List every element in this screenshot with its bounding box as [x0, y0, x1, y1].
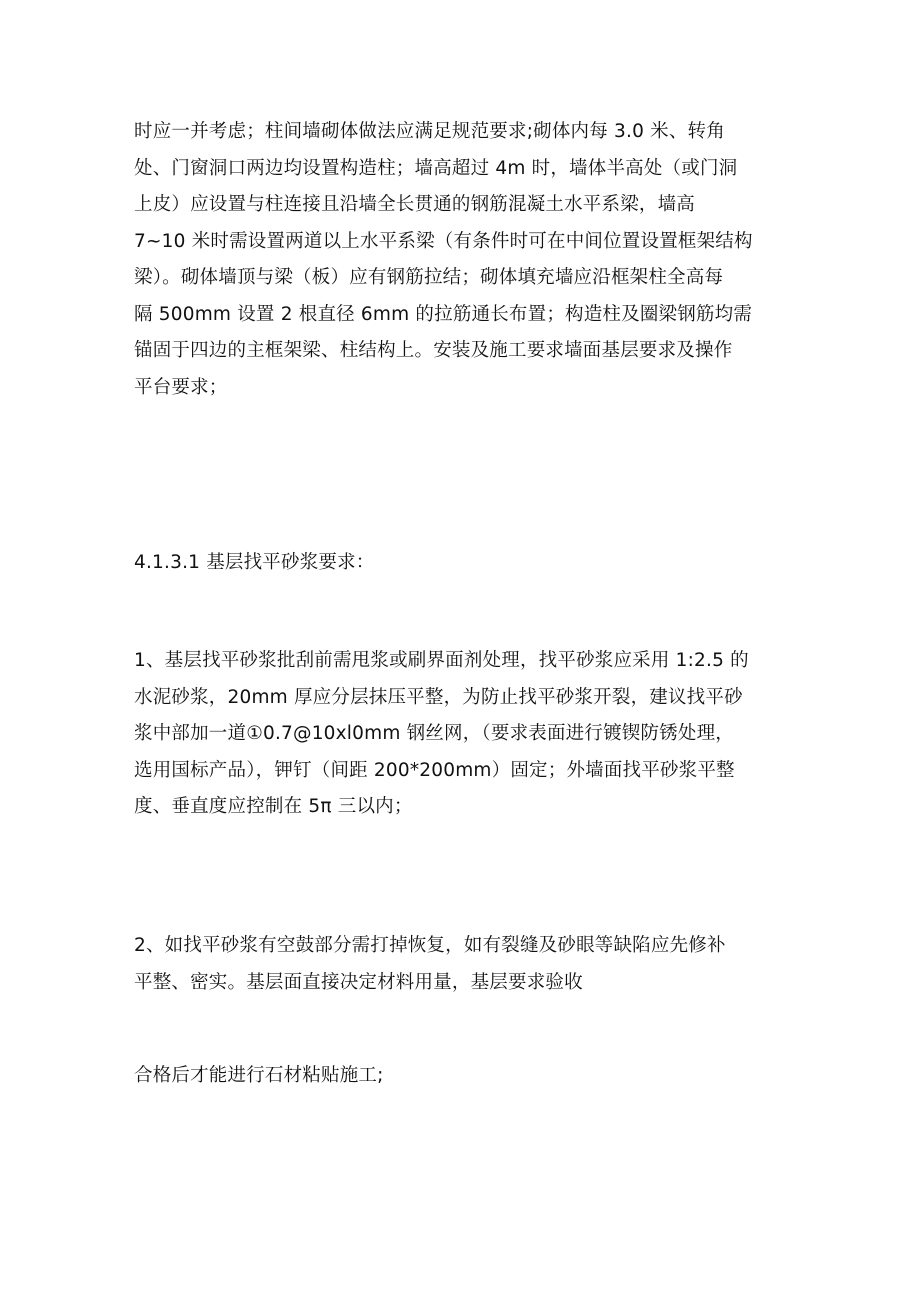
section-heading-4131	[134, 545, 794, 582]
text-line: 1、基层找平砂浆批刮前需甩浆或刷界面剂处理，找平砂浆应采用 1:2.5 的	[134, 650, 749, 671]
text-line: 梁）。砌体墙顶与梁（板）应有钢筋拉结；砌体填充墙应沿框架柱全高每	[134, 267, 724, 288]
text-line: 合格后才能进行石材粘贴施工;	[134, 1065, 384, 1086]
text-line: 上皮）应设置与柱连接且沿墙全长贯通的钢筋混凝土水平系梁，墙高	[134, 194, 696, 215]
paragraph-item-2	[134, 928, 794, 1001]
text-line: 浆中部加一道①0.7@10xl0mm 钢丝网，（要求表面进行镀锲防锈处理，	[134, 723, 734, 744]
paragraph-masonry-requirements	[134, 114, 794, 406]
text-line: 处、门窗洞口两边均设置构造柱；墙高超过 4m 时，墙体半高处（或门洞	[134, 157, 738, 179]
paragraph-item-1	[134, 643, 794, 826]
paragraph-acceptance	[134, 1058, 794, 1095]
text-line: 平整、密实。基层面直接决定材料用量，基层要求验收	[134, 971, 583, 993]
text-line: 度、垂直度应控制在 5π 三以内；	[134, 796, 413, 817]
text-line: 水泥砂浆，20mm 厚应分层抹压平整，为防止找平砂浆开裂，建议找平砂	[134, 686, 743, 708]
text-line: 7~10 米时需设置两道以上水平系梁（有条件时可在中间位置设置框架结构	[134, 230, 753, 252]
section-heading-text: 4.1.3.1 基层找平砂浆要求：	[134, 552, 375, 573]
text-line: 时应一并考虑；柱间墙砌体做法应满足规范要求;砌体内每 3.0 米、转角	[134, 121, 725, 142]
text-line: 选用国标产品），钾钉（间距 200*200mm）固定；外墙面找平砂浆平整	[134, 759, 735, 781]
text-line: 隔 500mm 设置 2 根直径 6mm 的拉筋通长布置；构造柱及圈梁钢筋均需	[134, 303, 753, 325]
text-line: 2、如找平砂浆有空鼓部分需打掉恢复，如有裂缝及砂眼等缺陷应先修补	[134, 935, 726, 956]
text-line: 锚固于四边的主框架梁、柱结构上。安装及施工要求墙面基层要求及操作	[134, 340, 733, 361]
text-line: 平台要求；	[134, 376, 228, 398]
